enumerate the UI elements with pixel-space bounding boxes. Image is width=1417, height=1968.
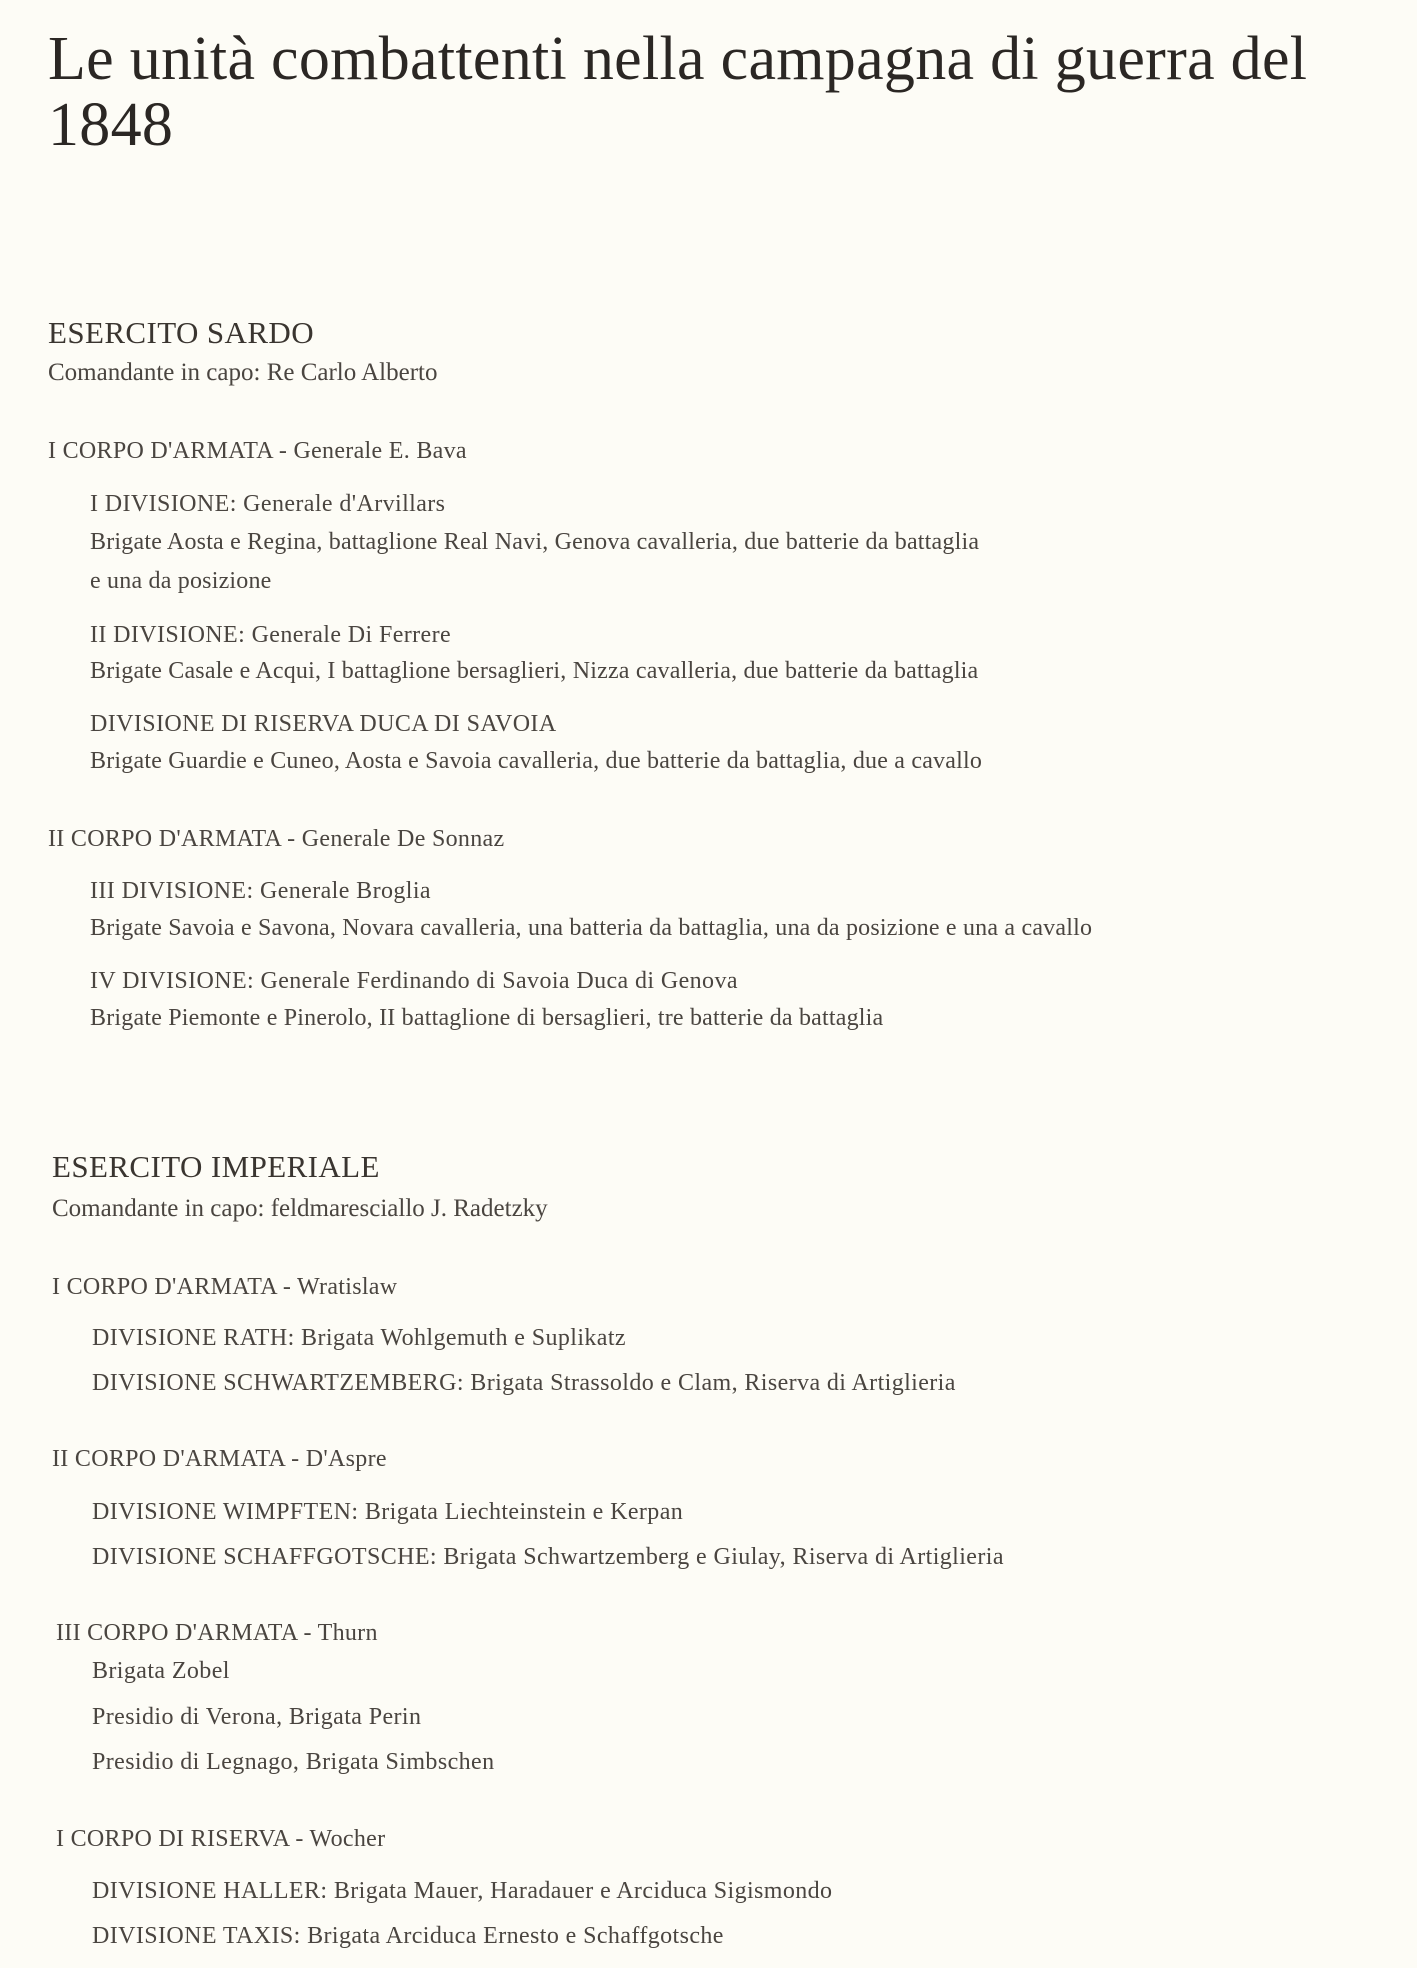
imperiale-corps2-heading: II CORPO D'ARMATA - D'Aspre [52,1446,387,1472]
imperiale-reserve-line1: DIVISIONE HALLER: Brigata Mauer, Haradauer e Arciduca Sigismondo [92,1878,833,1904]
sardo-corps1-div3-detail: Brigate Guardie e Cuneo, Aosta e Savoia cavalleria, due batterie da battaglia, due a cavallo [90,748,983,774]
sardo-corps2-heading: II CORPO D'ARMATA - Generale De Sonnaz [48,826,505,852]
sardo-corps2-div2-detail: Brigate Piemonte e Pinerolo, II battaglione di bersaglieri, tre batterie da battaglia [90,1005,884,1031]
sardo-army-heading: ESERCITO SARDO [48,315,314,350]
imperiale-corps3-line2: Presidio di Verona, Brigata Perin [92,1704,422,1730]
sardo-corps1-div2-title: II DIVISIONE: Generale Di Ferrere [90,622,452,648]
imperiale-corps2-line2: DIVISIONE SCHAFFGOTSCHE: Brigata Schwartzemberg e Giulay, Riserva di Artiglieria [92,1544,1004,1570]
imperiale-reserve-line2: DIVISIONE TAXIS: Brigata Arciduca Ernesto e Schaffgotsche [92,1923,724,1949]
imperiale-corps3-line1: Brigata Zobel [92,1658,230,1684]
imperiale-army-heading: ESERCITO IMPERIALE [52,1149,380,1184]
sardo-corps1-div1-detail-1: Brigate Aosta e Regina, battaglione Real Navi, Genova cavalleria, due batterie da battaglia [90,529,980,555]
sardo-corps1-div1-title: I DIVISIONE: Generale d'Arvillars [90,491,446,517]
sardo-commander: Comandante in capo: Re Carlo Alberto [48,359,438,386]
sardo-corps2-div1-detail: Brigate Savoia e Savona, Novara cavalleria, una batteria da battaglia, una da posizione e una a cavallo [90,915,1093,941]
sardo-corps1-div3-title: DIVISIONE DI RISERVA DUCA DI SAVOIA [90,711,557,737]
sardo-corps1-div2-detail: Brigate Casale e Acqui, I battaglione bersaglieri, Nizza cavalleria, due batterie da battaglia [90,658,979,684]
sardo-corps1-heading: I CORPO D'ARMATA - Generale E. Bava [48,438,467,464]
imperiale-corps2-line1: DIVISIONE WIMPFTEN: Brigata Liechteinstein e Kerpan [92,1499,684,1525]
imperiale-corps3-line3: Presidio di Legnago, Brigata Simbschen [92,1749,495,1775]
imperiale-corps1-line2: DIVISIONE SCHWARTZEMBERG: Brigata Strassoldo e Clam, Riserva di Artiglieria [92,1370,956,1396]
sardo-corps2-div1-title: III DIVISIONE: Generale Broglia [90,878,431,904]
imperiale-corps1-heading: I CORPO D'ARMATA - Wratislaw [52,1274,398,1300]
sardo-corps2-div2-title: IV DIVISIONE: Generale Ferdinando di Savoia Duca di Genova [90,968,738,994]
sardo-corps1-div1-detail-2: e una da posizione [90,568,272,594]
imperiale-commander: Comandante in capo: feldmaresciallo J. Radetzky [52,1195,548,1222]
imperiale-corps3-heading: III CORPO D'ARMATA - Thurn [56,1620,378,1646]
imperiale-corps1-line1: DIVISIONE RATH: Brigata Wohlgemuth e Suplikatz [92,1325,626,1351]
page-title: Le unità combattenti nella campagna di guerra del 1848 [48,25,1308,159]
imperiale-reserve-heading: I CORPO DI RISERVA - Wocher [56,1826,386,1852]
